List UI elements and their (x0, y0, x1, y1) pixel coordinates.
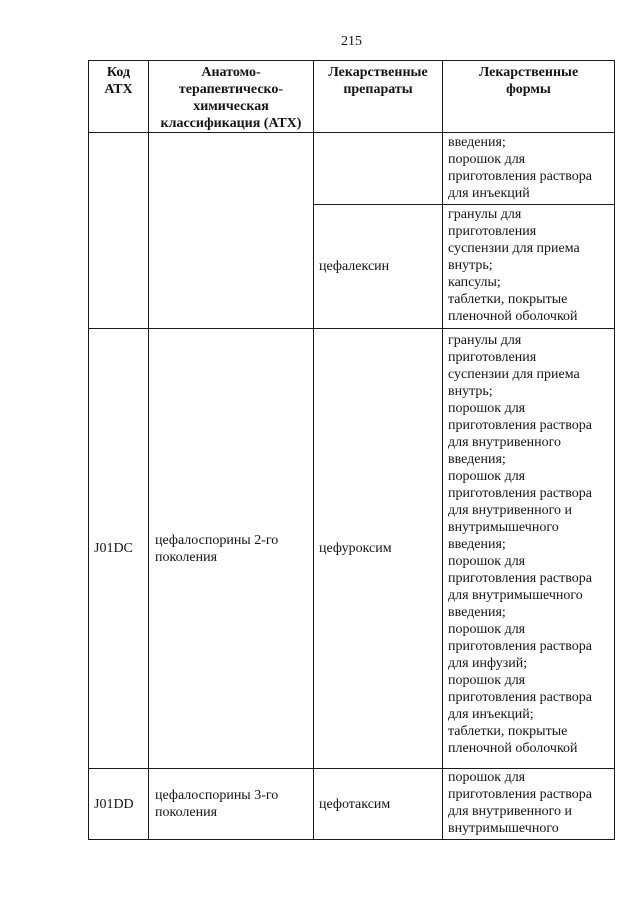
form-line: гранулы для (448, 207, 522, 222)
row0-drug0-name-cell (313, 132, 443, 205)
row1-code-cell (88, 328, 149, 769)
form-line: порошок для (448, 673, 526, 688)
form-line: для внутривенного и (448, 804, 573, 819)
atc-code: J01DD (94, 796, 134, 812)
form-line: порошок для (448, 469, 526, 484)
form-line: капсулы; (448, 275, 501, 290)
header-line: препараты (343, 82, 413, 97)
form-line: гранулы для (448, 333, 522, 348)
form-line: внутрь; (448, 258, 493, 273)
form-line: порошок для (448, 554, 526, 569)
form-line: порошок для (448, 152, 526, 167)
atc-name-line: поколения (155, 805, 218, 820)
form-line: порошок для (448, 401, 526, 416)
header-code (88, 60, 149, 133)
form-line: пленочной оболочкой (448, 741, 578, 756)
header-line: АТХ (104, 82, 133, 97)
form-line: для внутримышечного (448, 588, 583, 603)
page-number: 215 (341, 34, 362, 49)
row1-atc-cell (148, 328, 314, 769)
form-line: порошок для (448, 770, 526, 785)
form-line: внутрь; (448, 384, 493, 399)
header-line: Лекарственные (328, 65, 428, 80)
form-line: приготовления раствора (448, 639, 592, 654)
header-line: Код (106, 65, 131, 80)
form-line: приготовления раствора (448, 787, 592, 802)
form-line: внутримышечного (448, 520, 559, 535)
form-line: внутримышечного (448, 821, 559, 836)
form-line: пленочной оболочкой (448, 309, 578, 324)
header-line: Лекарственные (478, 65, 579, 80)
form-line: суспензии для приема (448, 367, 580, 382)
form-line: для внутривенного (448, 435, 562, 450)
header-line: терапевтическо- (178, 82, 284, 97)
row2-atc-cell (148, 768, 314, 840)
atc-name-line: цефалоспорины 2-го (155, 532, 279, 548)
row2-code-cell (88, 768, 149, 840)
row0-code-cell (88, 132, 149, 329)
header-atc (148, 60, 314, 133)
form-line: порошок для (448, 622, 526, 637)
form-line: для инъекций (448, 186, 530, 201)
header-line: классификация (АТХ) (160, 116, 302, 131)
header-line: химическая (193, 99, 269, 114)
form-line: приготовления раствора (448, 571, 592, 586)
drug-name: цефотаксим (319, 796, 391, 812)
form-line: приготовления раствора (448, 169, 592, 184)
form-line: приготовления раствора (448, 418, 592, 433)
header-line: формы (506, 82, 551, 97)
row1-drug0-forms-cell (442, 328, 615, 769)
atc-name-line: цефалоспорины 3-го (155, 788, 279, 803)
atc-code: J01DC (94, 541, 133, 556)
atc-name-line: поколения (155, 549, 218, 565)
form-line: введения; (448, 135, 506, 150)
form-line: для инфузий; (448, 656, 528, 671)
row0-drug1-forms-cell (442, 204, 615, 329)
row0-drug1-name-cell (313, 204, 443, 329)
form-line: суспензии для приема (448, 241, 580, 256)
row0-drug0-forms-cell (442, 132, 615, 205)
form-line: введения; (448, 452, 506, 467)
row0-atc-cell (148, 132, 314, 329)
form-line: для внутривенного и (448, 503, 573, 518)
form-line: введения; (448, 537, 506, 552)
header-forms (442, 60, 615, 133)
header-drugs (313, 60, 443, 133)
form-line: приготовления раствора (448, 486, 592, 501)
drug-name: цефуроксим (319, 541, 392, 556)
form-line: введения; (448, 605, 506, 620)
row1-drug0-name-cell (313, 328, 443, 769)
form-line: приготовления (448, 350, 537, 365)
form-line: приготовления (448, 224, 537, 239)
drug-name: цефалексин (319, 259, 390, 274)
form-line: приготовления раствора (448, 690, 592, 705)
header-line: Анатомо- (201, 65, 261, 80)
row2-drug0-forms-cell (442, 768, 615, 840)
form-line: таблетки, покрытые (448, 724, 568, 739)
form-line: таблетки, покрытые (448, 292, 568, 307)
row2-drug0-name-cell (313, 768, 443, 840)
form-line: для инъекций; (448, 707, 534, 722)
